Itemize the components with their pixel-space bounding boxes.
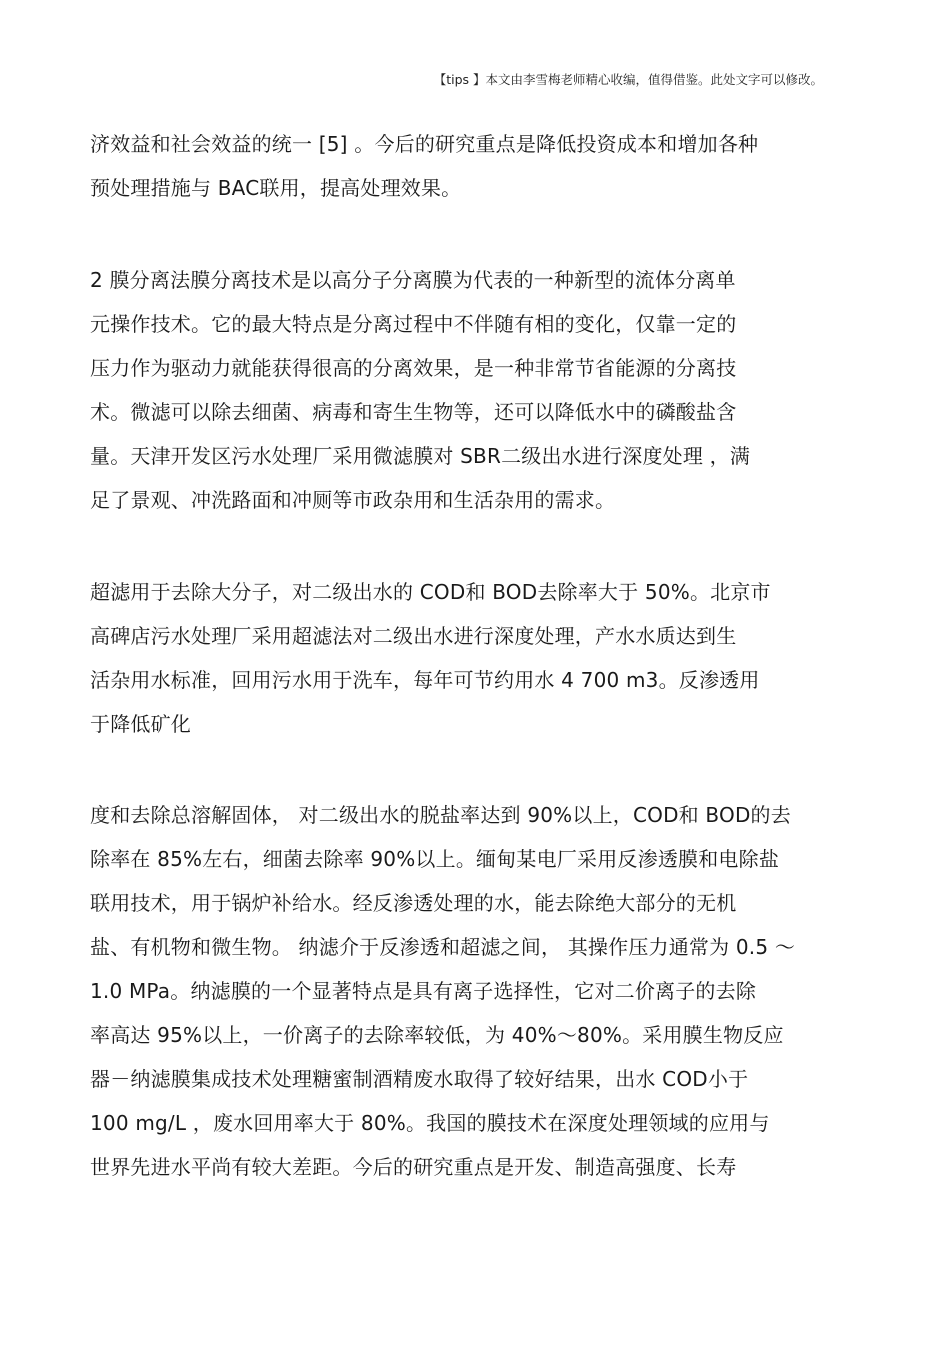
text-line: 100 mg/L ，废水回用率大于 80%。我国的膜技术在深度处理领域的应用与 — [90, 1111, 770, 1135]
paragraph-1 — [90, 122, 870, 210]
text-line: 活杂用水标准，回用污水用于洗车，每年可节约用水 4 700 m3。反渗透用 — [90, 668, 760, 692]
text-line: 盐、有机物和微生物。 纳滤介于反渗透和超滤之间， 其操作压力通常为 0.5 ～ — [90, 935, 796, 959]
text-line: 超滤用于去除大分子，对二级出水的 COD和 BOD去除率大于 50%。北京市 — [90, 580, 771, 604]
text-line: 预处理措施与 BAC联用，提高处理效果。 — [90, 176, 462, 200]
text-line: 世界先进水平尚有较大差距。今后的研究重点是开发、制造高强度、长寿 — [90, 1155, 737, 1179]
text-line: 济效益和社会效益的统一 [5] 。今后的研究重点是降低投资成本和增加各种 — [90, 132, 759, 156]
paragraph-4 — [90, 793, 870, 1189]
text-line: 2 膜分离法膜分离技术是以高分子分离膜为代表的一种新型的流体分离单 — [90, 268, 736, 292]
text-line: 足了景观、冲洗路面和冲厕等市政杂用和生活杂用的需求。 — [90, 488, 616, 512]
text-line: 度和去除总溶解固体， 对二级出水的脱盐率达到 90%以上，COD和 BOD的去 — [90, 803, 791, 827]
paragraph-2 — [90, 258, 870, 522]
text-line: 1.0 MPa。纳滤膜的一个显著特点是具有离子选择性，它对二价离子的去除 — [90, 979, 757, 1003]
text-line: 元操作技术。它的最大特点是分离过程中不伴随有相的变化，仅靠一定的 — [90, 312, 737, 336]
text-line: 率高达 95%以上，一价离子的去除率较低，为 40%～80%。采用膜生物反应 — [90, 1023, 784, 1047]
text-line: 术。微滤可以除去细菌、病毒和寄生生物等，还可以降低水中的磷酸盐含 — [90, 400, 737, 424]
text-line: 压力作为驱动力就能获得很高的分离效果，是一种非常节省能源的分离技 — [90, 356, 737, 380]
tips-header: 【tips 】本文由李雪梅老师精心收编，值得借鉴。此处文字可以修改。 — [433, 72, 823, 87]
text-line: 器－纳滤膜集成技术处理糖蜜制酒精废水取得了较好结果，出水 COD小于 — [90, 1067, 749, 1091]
text-line: 于降低矿化 — [90, 712, 191, 736]
text-line: 除率在 85%左右，细菌去除率 90%以上。缅甸某电厂采用反渗透膜和电除盐 — [90, 847, 780, 871]
text-line: 量。天津开发区污水处理厂采用微滤膜对 SBR二级出水进行深度处理 ，满 — [90, 444, 751, 468]
text-line: 高碑店污水处理厂采用超滤法对二级出水进行深度处理，产水水质达到生 — [90, 624, 737, 648]
paragraph-3 — [90, 570, 870, 746]
text-line: 联用技术，用于锅炉补给水。经反渗透处理的水，能去除绝大部分的无机 — [90, 891, 737, 915]
